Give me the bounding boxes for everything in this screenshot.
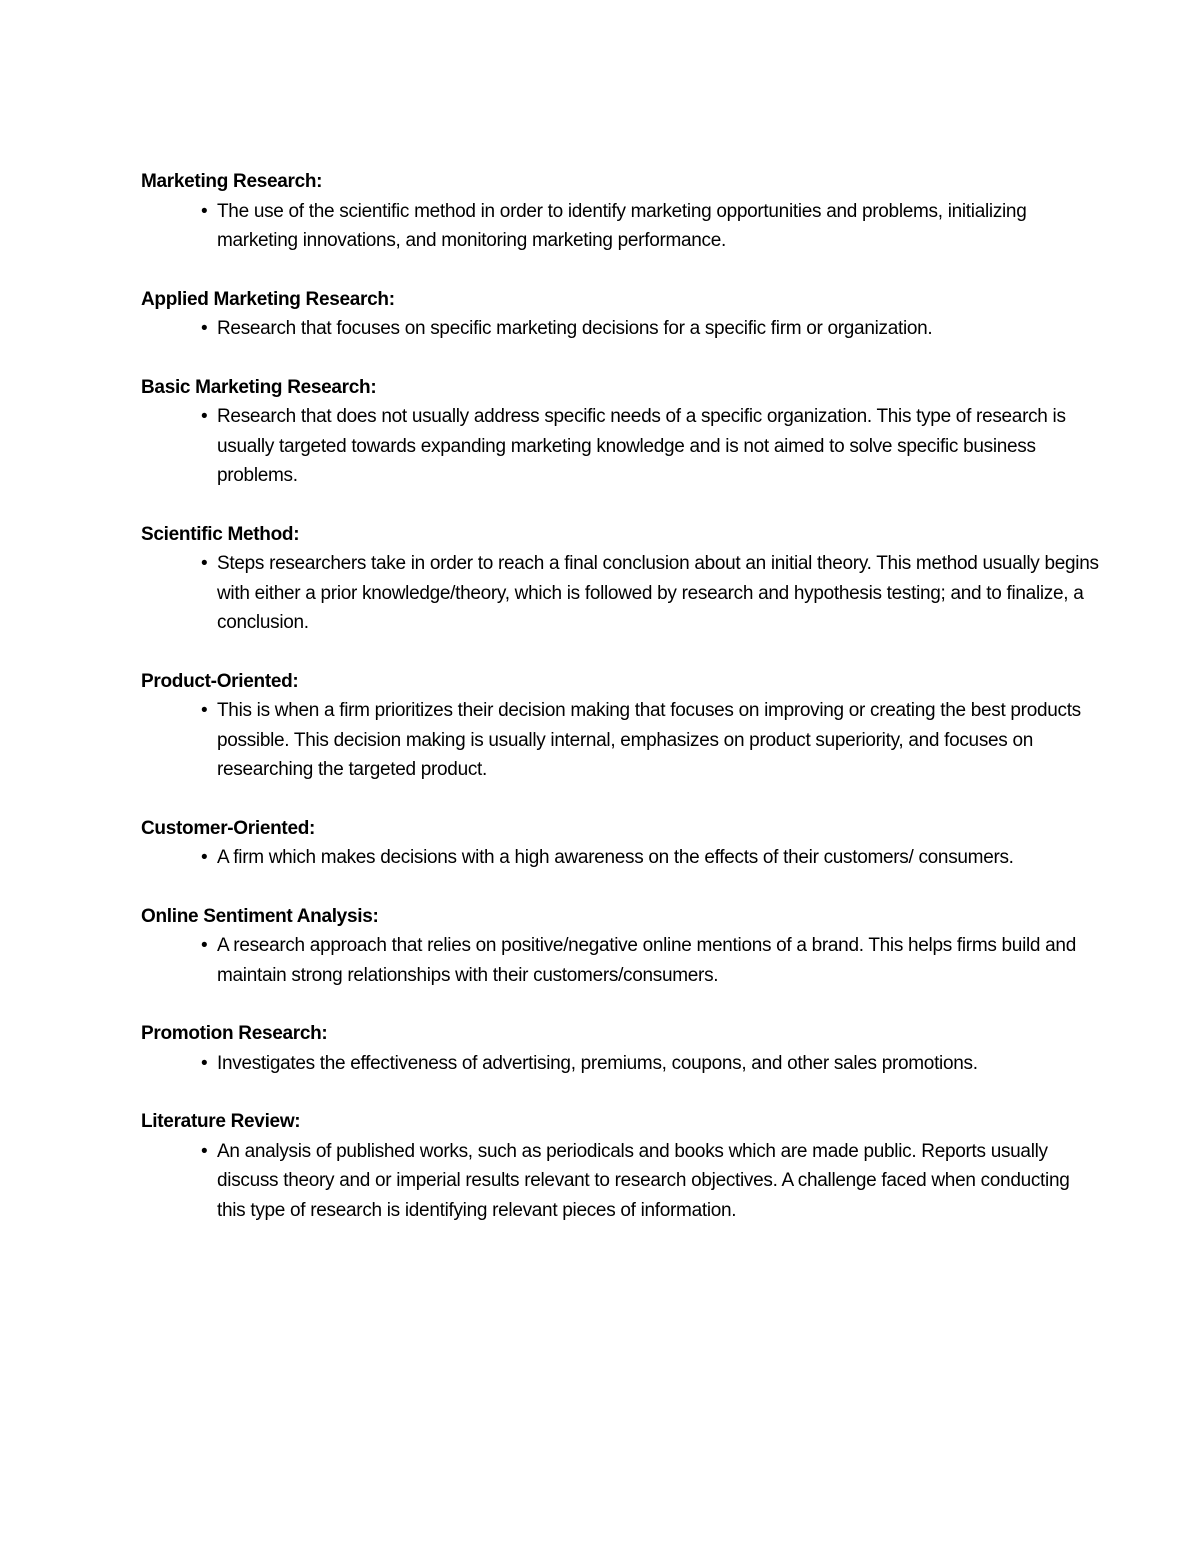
- glossary: [141, 167, 1101, 1254]
- definition-bullet: [141, 843, 1101, 873]
- glossary-entry-promotion-research: [141, 1019, 1101, 1078]
- definition-bullet: [141, 549, 1101, 638]
- bullet-icon: •: [201, 406, 208, 427]
- definition-text: Research that does not usually address specific needs of a specific organization. This type of research is usually targeted towards expanding marketing knowledge and is not aimed to solve specific business problems.: [217, 406, 1066, 486]
- term-heading: Online Sentiment Analysis:: [141, 905, 379, 927]
- glossary-entry-scientific-method: [141, 520, 1101, 638]
- bullet-icon: •: [201, 847, 208, 868]
- term-heading: Marketing Research:: [141, 171, 323, 192]
- definition-bullet: [141, 931, 1101, 990]
- term-heading: Promotion Research:: [141, 1023, 328, 1044]
- definition-text: The use of the scientific method in order to identify marketing opportunities and problems, initializing marketing innovations, and monitoring marketing performance.: [217, 200, 1027, 251]
- bullet-icon: •: [201, 318, 208, 339]
- bullet-icon: •: [201, 700, 208, 721]
- definition-bullet: [141, 1049, 1101, 1079]
- bullet-icon: •: [201, 1052, 208, 1074]
- bullet-icon: •: [201, 1140, 208, 1162]
- definition-text: A research approach that relies on positive/negative online mentions of a brand. This helps firms build and maintain strong relationships with their customers/consumers.: [217, 935, 1076, 986]
- bullet-icon: •: [201, 935, 208, 956]
- definition-bullet: [141, 314, 1101, 344]
- glossary-entry-applied-marketing-research: [141, 285, 1101, 344]
- glossary-entry-literature-review: [141, 1107, 1101, 1225]
- glossary-entry-online-sentiment-analysis: [141, 902, 1101, 991]
- definition-bullet: [141, 696, 1101, 785]
- definition-text: Steps researchers take in order to reach a final conclusion about an initial theory. This method usually begins with either a prior knowledge/theory, which is followed by research and hypothesis testing; and to finalize, a conclusion.: [217, 553, 1099, 633]
- glossary-entry-marketing-research: [141, 167, 1101, 256]
- definition-text: Investigates the effectiveness of advertising, premiums, coupons, and other sales promotions.: [217, 1052, 978, 1074]
- term-heading: Basic Marketing Research:: [141, 376, 377, 398]
- glossary-entry-product-oriented: [141, 667, 1101, 785]
- definition-text: Research that focuses on specific marketing decisions for a specific firm or organization.: [217, 318, 933, 339]
- term-heading: Literature Review:: [141, 1111, 301, 1132]
- term-heading: Applied Marketing Research:: [141, 288, 395, 310]
- bullet-icon: •: [201, 200, 208, 222]
- term-heading: Customer-Oriented:: [141, 817, 316, 839]
- term-heading: Scientific Method:: [141, 523, 300, 545]
- definition-bullet: [141, 1137, 1101, 1226]
- definition-text: A firm which makes decisions with a high awareness on the effects of their customers/ consumers.: [217, 847, 1014, 868]
- bullet-icon: •: [201, 553, 208, 574]
- term-heading: Product-Oriented:: [141, 670, 299, 692]
- definition-text: This is when a firm prioritizes their decision making that focuses on improving or creating the best products possible. This decision making is usually internal, emphasizes on product superiority, and focuses on researching the targeted product.: [217, 700, 1081, 780]
- glossary-entry-basic-marketing-research: [141, 373, 1101, 491]
- definition-text: An analysis of published works, such as periodicals and books which are made public. Reports usually discuss theory and or imperial results relevant to research objectives. A challenge faced when conducting this type of research is identifying relevant pieces of information.: [217, 1140, 1070, 1221]
- definition-bullet: [141, 197, 1101, 256]
- definition-bullet: [141, 402, 1101, 491]
- glossary-entry-customer-oriented: [141, 814, 1101, 873]
